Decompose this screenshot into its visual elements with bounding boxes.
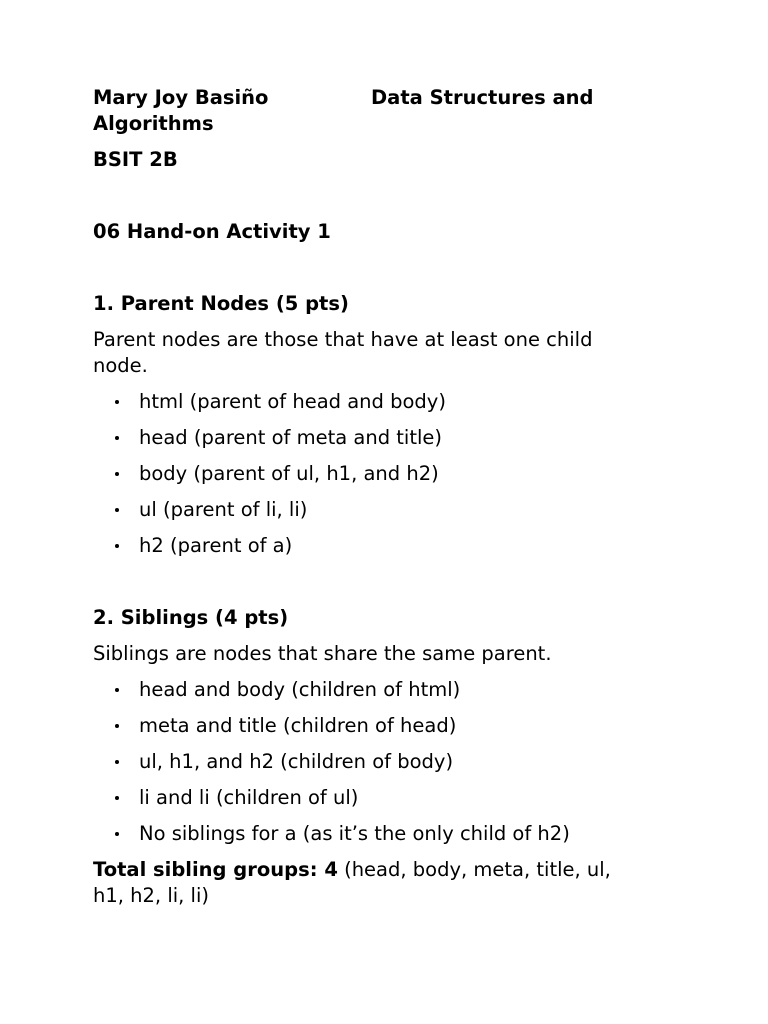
list-item [93, 677, 673, 703]
list-item-text: ul, h1, and h2 (children of body) [139, 750, 454, 773]
list-item [93, 713, 673, 739]
bullet-icon [115, 688, 119, 692]
list-item [93, 497, 673, 523]
sibling-total [93, 857, 673, 909]
list-item-text: head (parent of meta and title) [139, 426, 443, 449]
list-item [93, 821, 673, 847]
header-line [93, 85, 673, 111]
siblings-description: Siblings are nodes that share the same parent. [93, 642, 552, 665]
list-item-text: h2 (parent of a) [139, 534, 293, 557]
course-name-continued: Algorithms [93, 112, 214, 135]
bullet-icon [115, 832, 119, 836]
parent-nodes-heading: 1. Parent Nodes (5 pts) [93, 292, 349, 315]
list-item-text: body (parent of ul, h1, and h2) [139, 462, 439, 485]
list-item-text: meta and title (children of head) [139, 714, 457, 737]
sibling-total-label: Total sibling groups: 4 [93, 858, 338, 881]
siblings-list [93, 677, 673, 847]
author-name: Mary Joy Basiño [93, 86, 269, 109]
list-item-text: html (parent of head and body) [139, 390, 446, 413]
list-item [93, 461, 673, 487]
list-item-text: head and body (children of html) [139, 678, 461, 701]
bullet-icon [115, 760, 119, 764]
bullet-icon [115, 508, 119, 512]
sibling-total-detail-line1: (head, body, meta, title, ul, [337, 858, 611, 881]
list-item [93, 785, 673, 811]
bullet-icon [115, 436, 119, 440]
list-item [93, 533, 673, 559]
activity-title: 06 Hand-on Activity 1 [93, 220, 331, 243]
parent-nodes-description-line1: Parent nodes are those that have at least one child [93, 328, 593, 351]
bullet-icon [115, 472, 119, 476]
parent-nodes-description [93, 327, 673, 379]
list-item-text: ul (parent of li, li) [139, 498, 308, 521]
parent-nodes-description-line2: node. [93, 354, 148, 377]
course-name: Data Structures and [371, 86, 594, 109]
parent-nodes-list [93, 389, 673, 559]
sibling-total-detail-line2: h1, h2, li, li) [93, 884, 210, 907]
bullet-icon [115, 724, 119, 728]
list-item-text: No siblings for a (as it’s the only child of h2) [139, 822, 570, 845]
list-item-text: li and li (children of ul) [139, 786, 359, 809]
section-label: BSIT 2B [93, 148, 178, 171]
document-body [93, 85, 673, 909]
bullet-icon [115, 544, 119, 548]
list-item [93, 749, 673, 775]
list-item [93, 389, 673, 415]
bullet-icon [115, 796, 119, 800]
bullet-icon [115, 400, 119, 404]
list-item [93, 425, 673, 451]
siblings-heading: 2. Siblings (4 pts) [93, 606, 289, 629]
